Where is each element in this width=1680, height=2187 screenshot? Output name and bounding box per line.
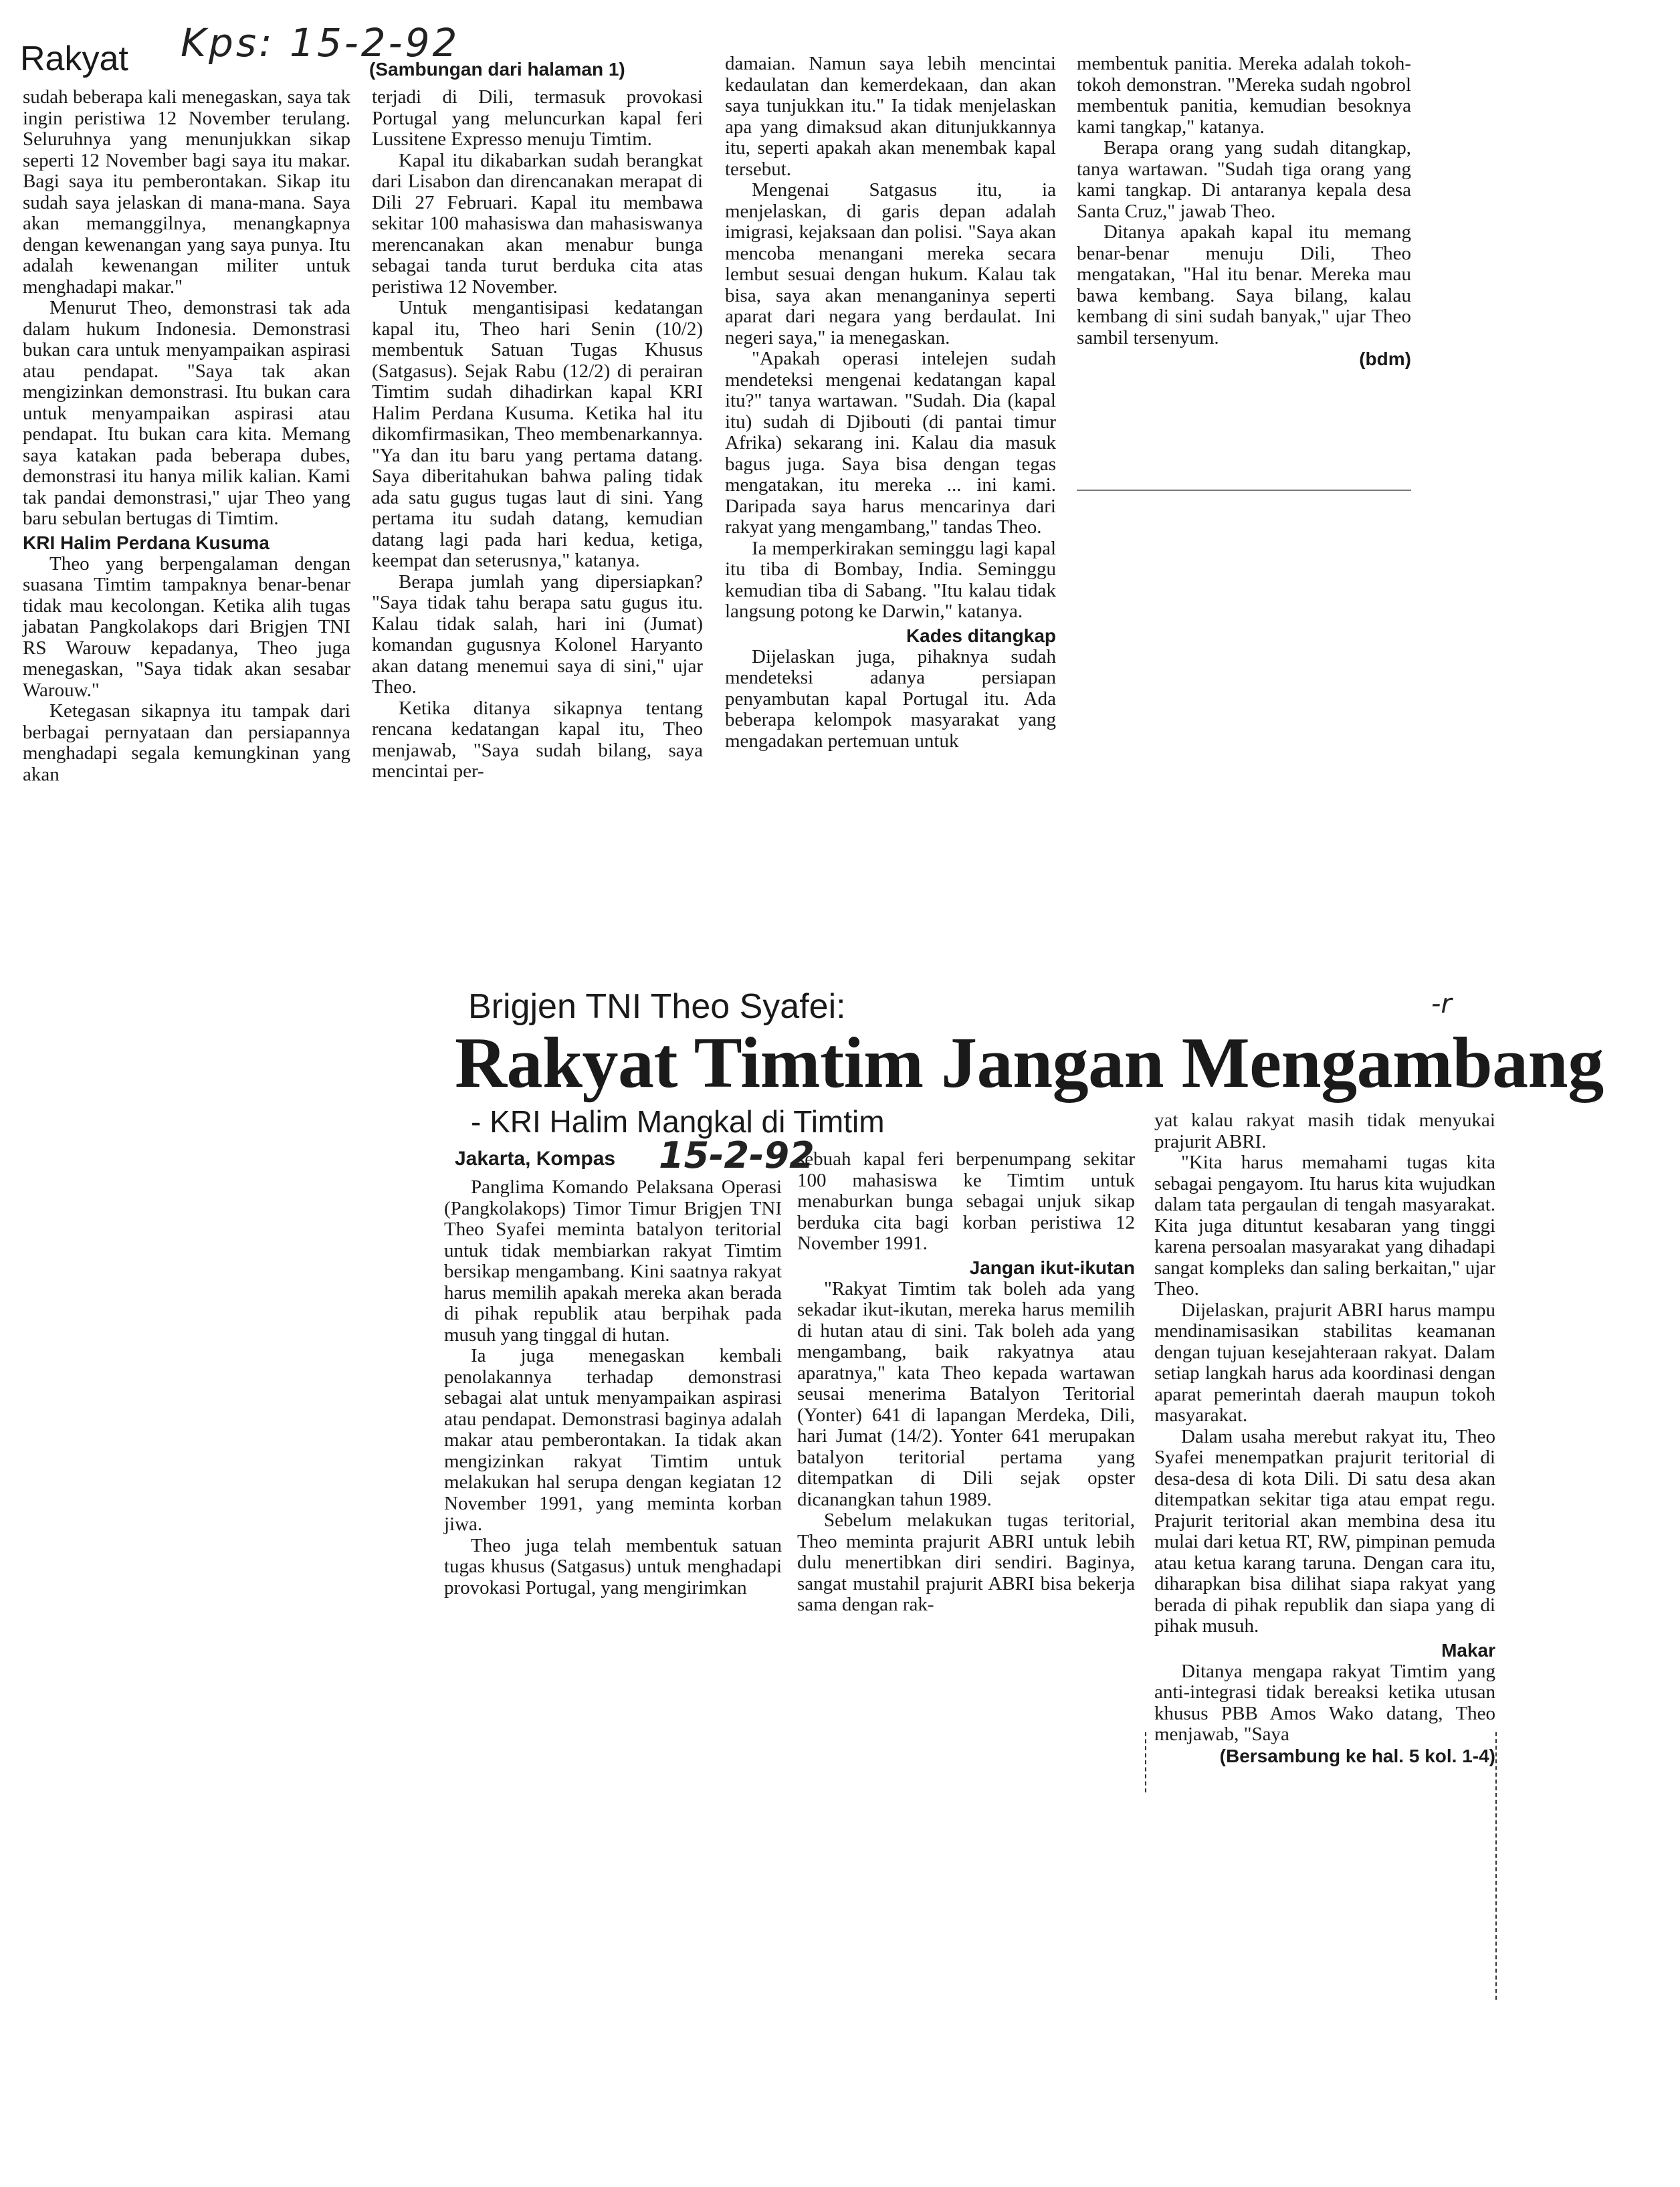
top-column-1 <box>23 87 350 785</box>
paragraph: "Apakah operasi intelejen sudah mendeteksi mengenai kedatangan kapal itu?" tanya wartawan. "Sudah. Dia (kapal itu) sudah di Djibouti (di pantai timur Afrika) sekarang ini. Kalau dia masuk bagus juga. Saya bisa dengan tegas mengatakan, itu mereka ... ini kami. Daripada saya harus mencarinya dari rakyat yang mengambang," tandas Theo. <box>725 348 1056 538</box>
handwritten-date-top: Kps: 15-2-92 <box>181 20 460 66</box>
paragraph: Ia juga menegaskan kembali penolakannya terhadap demonstrasi sebagai alat untuk menyampaikan aspirasi atau pendapat. Demonstrasi baginya adalah makar atau pemberontakan. Ia tidak akan mengizinkan rakyat Timtim untuk melakukan hal serupa dengan kegiatan 12 November 1991, yang meminta korban jiwa. <box>444 1345 782 1535</box>
paragraph: Mengenai Satgasus itu, ia menjelaskan, di garis depan adalah imigrasi, kejaksaan dan polisi. "Saya akan mencoba menangani mereka secara lembut sesuai dengan hukum. Kalau tak bisa, saya akan menanganinya seperti aparat dari negara yang berdaulat. Ini negeri saya," ia menegaskan. <box>725 179 1056 348</box>
paragraph: sudah beberapa kali menegaskan, saya tak ingin peristiwa 12 November terulang. Seluruhnya yang menunjukkan sikap seperti 12 November bagi saya itu makar. Bagi saya itu pemberontakan. Sikap itu sudah saya jelaskan di mana-mana. Saya akan memanggilnya, menangkapnya dengan kewenangan yang saya punya. Itu adalah kewenangan militer untuk menghadapi makar." <box>23 86 350 298</box>
paragraph: Panglima Komando Pelaksana Operasi (Pangkolakops) Timor Timur Brigjen TNI Theo Syafei meminta batalyon teritorial untuk tidak membiarkan rakyat Timtim bersikap mengambang. Kini saatnya rakyat harus memilih apakah mereka akan berada di pihak republik atau berpihak pada musuh yang tinggal di hutan. <box>444 1176 782 1346</box>
byline-note: (bdm) <box>1359 348 1411 369</box>
byline-note: (Bersambung ke hal. 5 kol. 1-4) <box>1219 1745 1495 1766</box>
paragraph: Menurut Theo, demonstrasi tak ada dalam hukum Indonesia. Demonstrasi bukan cara untuk menyampaikan aspirasi atau pendapat. "Saya tak akan mengizinkan demonstrasi. Itu bukan cara untuk menyampaikan aspirasi atau pendapat. Itu bukan cara kita. Memang saya katakan pada beberapa dubes, demonstrasi itu hanya milik kalian. Kami tak pandai demonstrasi," ujar Theo yang baru sebulan bertugas di Timtim. <box>23 297 350 529</box>
paragraph: Ditanya apakah kapal itu memang benar-benar menuju Dili, Theo mengatakan, "Hal itu benar. Mereka mau bawa kembang. Saya bilang, kalau kembang di sini sudah banyak," ujar Theo sambil tersenyum. <box>1077 221 1411 348</box>
subheading: Kades ditangkap <box>906 625 1056 646</box>
top-column-2 <box>372 87 703 783</box>
paragraph: sebuah kapal feri berpenumpang sekitar 100 mahasiswa ke Timtim untuk menaburkan bunga sebagai unjuk sikap berduka cita bagi korban peristiwa 12 November 1991. <box>797 1148 1135 1254</box>
top-column-4 <box>1077 54 1411 370</box>
paragraph: Berapa jumlah yang dipersiapkan? "Saya tidak tahu berapa satu gugus itu. Kalau tidak salah, hari ini (Jumat) komandan gugusnya Kolonel Haryanto akan datang menemui saya di sini," ujar Theo. <box>372 570 703 698</box>
column-end-rule <box>1077 490 1411 491</box>
dateline: Jakarta, Kompas <box>455 1148 616 1170</box>
paragraph: Berapa orang yang sudah ditangkap, tanya wartawan. "Sudah tiga orang yang kami tangkap. Di antaranya kepala desa Santa Cruz," jawab Theo. <box>1077 137 1411 222</box>
paragraph: "Rakyat Timtim tak boleh ada yang sekadar ikut-ikutan, mereka harus memilih di hutan atau di sini. Tak boleh ada yang mengambang, baik rakyatnya atau aparatnya," kata Theo kepada wartawan seusai menerima Batalyon Teritorial (Yonter) 641 di lapangan Merdeka, Dili, hari Jumat (14/2). Yonter 641 merupakan batalyon teritorial pertama yang ditempatkan di Dili sejak opster dicanangkan tahun 1989. <box>797 1277 1135 1510</box>
continued-from-label: (Sambungan dari halaman 1) <box>369 59 625 80</box>
top-label: Rakyat <box>20 39 128 78</box>
subheading: KRI Halim Perdana Kusuma <box>23 532 270 553</box>
paragraph: Ketegasan sikapnya itu tampak dari berbagai pernyataan dan persiapannya menghadapi segala kemungkinan yang akan <box>23 700 350 785</box>
paragraph: Untuk mengantisipasi kedatangan kapal itu, Theo hari Senin (10/2) membentuk Satuan Tugas Khusus (Satgasus). Sejak Rabu (12/2) di perairan Timtim sudah dihadirkan kapal KRI Halim Perdana Kusuma. Ketika hal itu dikomfirmasikan, Theo membenarkannya. "Ya dan itu baru yang pertama datang. Saya diberitahukan bahwa paling tidak ada satu gugus tugas laut di sini. Yang pertama itu sudah datang, kemudian datang lagi pada hari kedua, ketiga, keempat dan seterusnya," katanya. <box>372 297 703 571</box>
paragraph: Ketika ditanya sikapnya tentang rencana kedatangan kapal itu, Theo menjawab, "Saya sudah bilang, saya mencintai per- <box>372 697 703 782</box>
cut-line <box>1145 1732 1146 1792</box>
top-column-3 <box>725 54 1056 752</box>
paragraph: membentuk panitia. Mereka adalah tokoh-tokoh demonstran. "Mereka sudah ngobrol membentuk panitia, kemudian besoknya kami tangkap," katanya. <box>1077 53 1411 138</box>
paragraph: Theo yang berpengalaman dengan suasana Timtim tampaknya benar-benar tidak mau kecolongan. Ketika alih tugas jabatan Pangkolakops dari Brigjen TNI RS Warouw kepadanya, Theo juga menegaskan, "Saya tidak akan sesabar Warouw." <box>23 552 350 701</box>
paragraph: Dalam usaha merebut rakyat itu, Theo Syafei menempatkan prajurit teritorial di desa-desa di kota Dili. Di satu desa akan ditempatkan sekitar tiga atau empat regu. Prajurit teritorial akan membina desa itu mulai dari ketua RT, RW, pimpinan pemuda atau ketua karang taruna. Dengan cara itu, diharapkan bisa dilihat siapa rakyat yang berada di pihak republik dan siapa yang di pihak musuh. <box>1154 1425 1495 1637</box>
cut-line-right <box>1495 1732 1497 2000</box>
paragraph: Ia memperkirakan seminggu lagi kapal itu tiba di Bombay, India. Seminggu kemudian tiba di Sabang. "Itu kalau tidak langsung potong ke Darwin," katanya. <box>725 537 1056 622</box>
subheading: Makar <box>1441 1639 1495 1661</box>
paragraph: Kapal itu dikabarkan sudah berangkat dari Lisabon dan direncanakan merapat di Dili 27 Februari. Kapal itu membawa sekitar 100 mahasiswa dan mahasiswanya merencanakan akan menabur bunga sebagai tanda turut berduka cita atas peristiwa 12 November. <box>372 149 703 298</box>
article-column-1 <box>444 1177 782 1598</box>
article-headline: Rakyat Timtim Jangan Mengambang <box>455 1023 1604 1103</box>
paragraph: Ditanya mengapa rakyat Timtim yang anti-integrasi tidak bereaksi ketika utusan khusus PBB Amos Wako datang, Theo menjawab, "Saya <box>1154 1660 1495 1745</box>
handwritten-mark: -r <box>1431 988 1452 1019</box>
article-column-3 <box>1154 1110 1495 1766</box>
article-subhead: - KRI Halim Mangkal di Timtim <box>471 1104 885 1139</box>
subheading: Jangan ikut-ikutan <box>969 1257 1135 1278</box>
paragraph: terjadi di Dili, termasuk provokasi Portugal yang meluncurkan kapal feri Lussitene Expresso menuju Timtim. <box>372 86 703 150</box>
paragraph: yat kalau rakyat masih tidak menyukai prajurit ABRI. <box>1154 1110 1495 1152</box>
paragraph: Dijelaskan, prajurit ABRI harus mampu mendinamisasikan stabilitas keamanan dengan tujuan kesejahteraan rakyat. Dalam setiap langkah harus ada koordinasi dengan aparat pemerintah daerah maupun tokoh masyarakat. <box>1154 1299 1495 1426</box>
handwritten-date-article: 15-2-92 <box>659 1134 815 1176</box>
article-kicker: Brigjen TNI Theo Syafei: <box>468 987 846 1026</box>
paragraph: Dijelaskan juga, pihaknya sudah mendeteksi adanya persiapan penyambutan kapal Portugal itu. Ada beberapa kelompok masyarakat yang mengadakan pertemuan untuk <box>725 645 1056 752</box>
paragraph: "Kita harus memahami tugas kita sebagai pengayom. Itu harus kita wujudkan dalam tata pergaulan di tengah masyarakat. Kita juga dituntut kesabaran yang tinggi karena persoalan masyarakat yang dihadapi sangat kompleks dan saling berkaitan," ujar Theo. <box>1154 1152 1495 1299</box>
paragraph: Theo juga telah membentuk satuan tugas khusus (Satgasus) untuk menghadapi provokasi Portugal, yang mengirimkan <box>444 1534 782 1598</box>
article-column-2 <box>797 1149 1135 1616</box>
paragraph: Sebelum melakukan tugas teritorial, Theo meminta prajurit ABRI untuk lebih dulu menertibkan diri sendiri. Baginya, sangat mustahil prajurit ABRI bisa bekerja sama dengan rak- <box>797 1509 1135 1615</box>
paragraph: damaian. Namun saya lebih mencintai kedaulatan dan kemerdekaan, dan akan saya tunjukkan itu." Ia tidak menjelaskan apa yang dimaksud akan ditunjukkannya itu, seperti apakah akan menembak kapal tersebut. <box>725 53 1056 180</box>
